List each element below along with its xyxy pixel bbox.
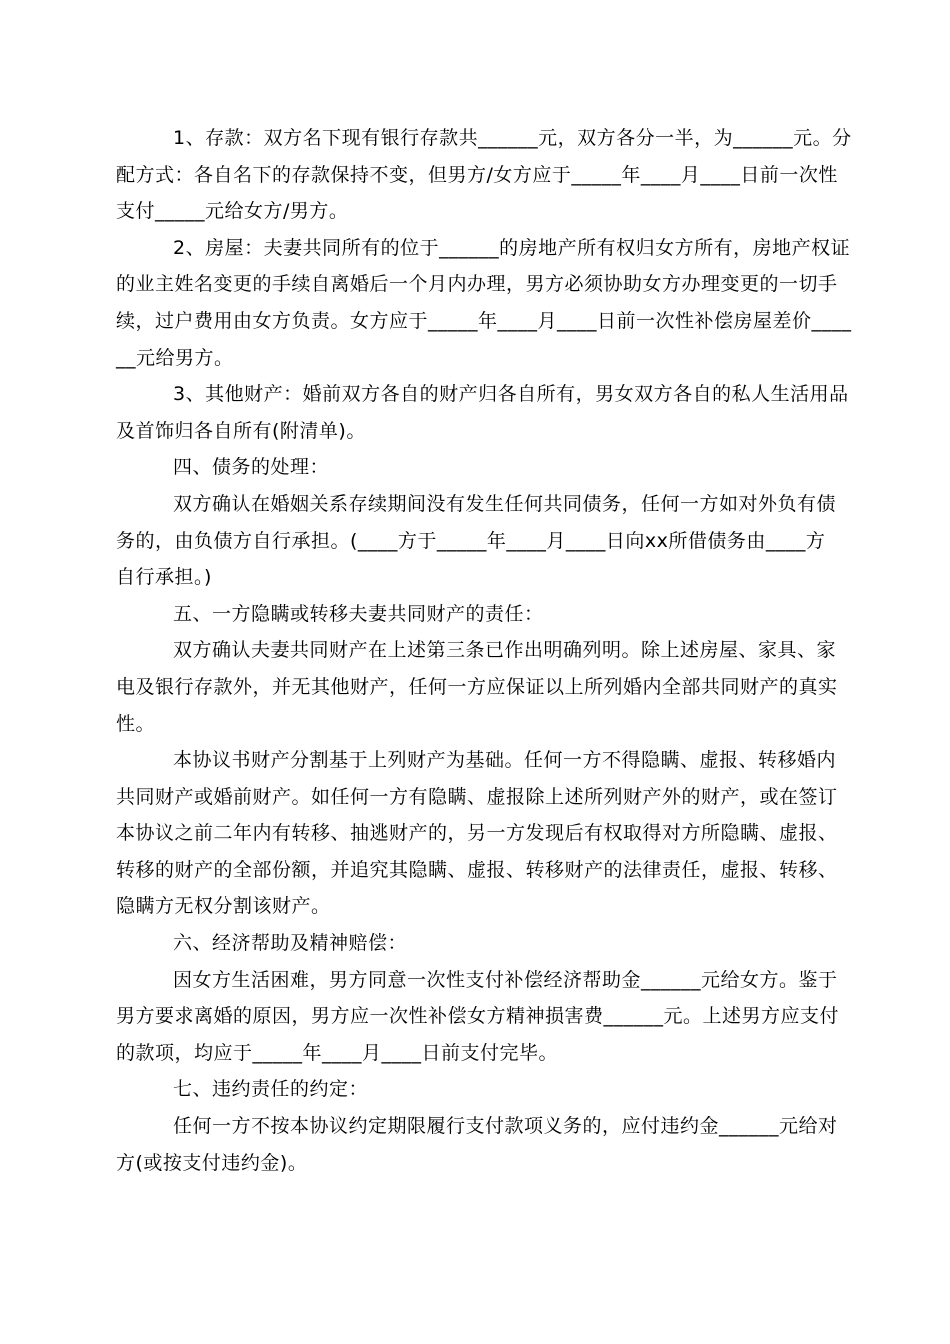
paragraph-heading-breach <box>116 1071 838 1108</box>
text-line: 共同财产或婚前财产。如任何一方有隐瞒、虚报除上述所列财产外的财产，或在签订 <box>116 785 838 808</box>
paragraph-house <box>116 230 852 376</box>
text-line: 七、违约责任的约定： <box>173 1078 369 1101</box>
text-line: 双方确认夫妻共同财产在上述第三条已作出明确列明。除上述房屋、家具、家 <box>173 639 837 662</box>
text-line: 四、债务的处理： <box>173 456 330 479</box>
paragraph-other-property <box>116 376 849 449</box>
text-line: 隐瞒方无权分割该财产。 <box>116 895 331 918</box>
text-line: 六、经济帮助及精神赔偿： <box>173 932 408 955</box>
text-line: 因女方生活困难，男方同意一次性支付补偿经济帮助金______元给女方。鉴于 <box>173 968 838 991</box>
text-line: 自行承担。) <box>116 566 212 589</box>
paragraph-debt <box>116 486 838 596</box>
paragraph-breach <box>116 1108 838 1181</box>
text-line: __元给男方。 <box>116 346 234 369</box>
text-line: 任何一方不按本协议约定期限履行支付款项义务的，应付违约金______元给对 <box>173 1115 838 1138</box>
text-line: 务的，由负债方自行承担。(____方于_____年____月____日向xx所借债务由____方 <box>116 529 826 552</box>
paragraph-aid <box>116 962 838 1072</box>
text-line: 续，过户费用由女方负责。女方应于_____年____月____日前一次性补偿房屋差价____ <box>116 309 852 332</box>
text-line: 本协议之前二年内有转移、抽逃财产的，另一方发现后有权取得对方所隐瞒、虚报、 <box>116 822 838 845</box>
document-body <box>116 120 852 1181</box>
text-line: 配方式：各自名下的存款保持不变，但男方/女方应于_____年____月____日前一次性 <box>116 163 838 186</box>
paragraph-concealment-2 <box>116 742 838 925</box>
text-line: 1、存款：双方名下现有银行存款共______元，双方各分一半，为______元。分 <box>173 127 852 149</box>
text-line: 男方要求离婚的原因，男方应一次性补偿女方精神损害费______元。上述男方应支付 <box>116 1005 840 1028</box>
text-line: 方(或按支付违约金)。 <box>116 1151 308 1174</box>
text-line: 双方确认在婚姻关系存续期间没有发生任何共同债务，任何一方如对外负有债 <box>173 492 837 515</box>
text-line: 转移的财产的全部份额，并追究其隐瞒、虚报、转移财产的法律责任，虚报、转移、 <box>116 858 838 881</box>
text-line: 本协议书财产分割基于上列财产为基础。任何一方不得隐瞒、虚报、转移婚内 <box>173 749 837 772</box>
text-line: 的业主姓名变更的手续自离婚后一个月内办理，男方必须协助女方办理变更的一切手 <box>116 273 838 296</box>
text-line: 2、房屋：夫妻共同所有的位于______的房地产所有权归女方所有，房地产权证 <box>173 236 851 259</box>
text-line: 的款项，均应于_____年____月____日前支付完毕。 <box>116 1041 559 1064</box>
text-line: 3、其他财产：婚前双方各自的财产归各自所有，男女双方各自的私人生活用品 <box>173 383 849 406</box>
text-line: 及首饰归各自所有(附清单)。 <box>116 419 366 442</box>
paragraph-heading-aid <box>116 925 838 962</box>
paragraph-savings <box>116 120 852 230</box>
paragraph-concealment-1 <box>116 632 838 742</box>
text-line: 性。 <box>116 712 156 735</box>
paragraph-heading-concealment <box>116 596 838 633</box>
paragraph-heading-debt <box>116 449 838 486</box>
text-line: 五、一方隐瞒或转移夫妻共同财产的责任： <box>173 602 544 625</box>
text-line: 支付_____元给女方/男方。 <box>116 200 349 223</box>
text-line: 电及银行存款外，并无其他财产，任何一方应保证以上所列婚内全部共同财产的真实 <box>116 675 838 698</box>
